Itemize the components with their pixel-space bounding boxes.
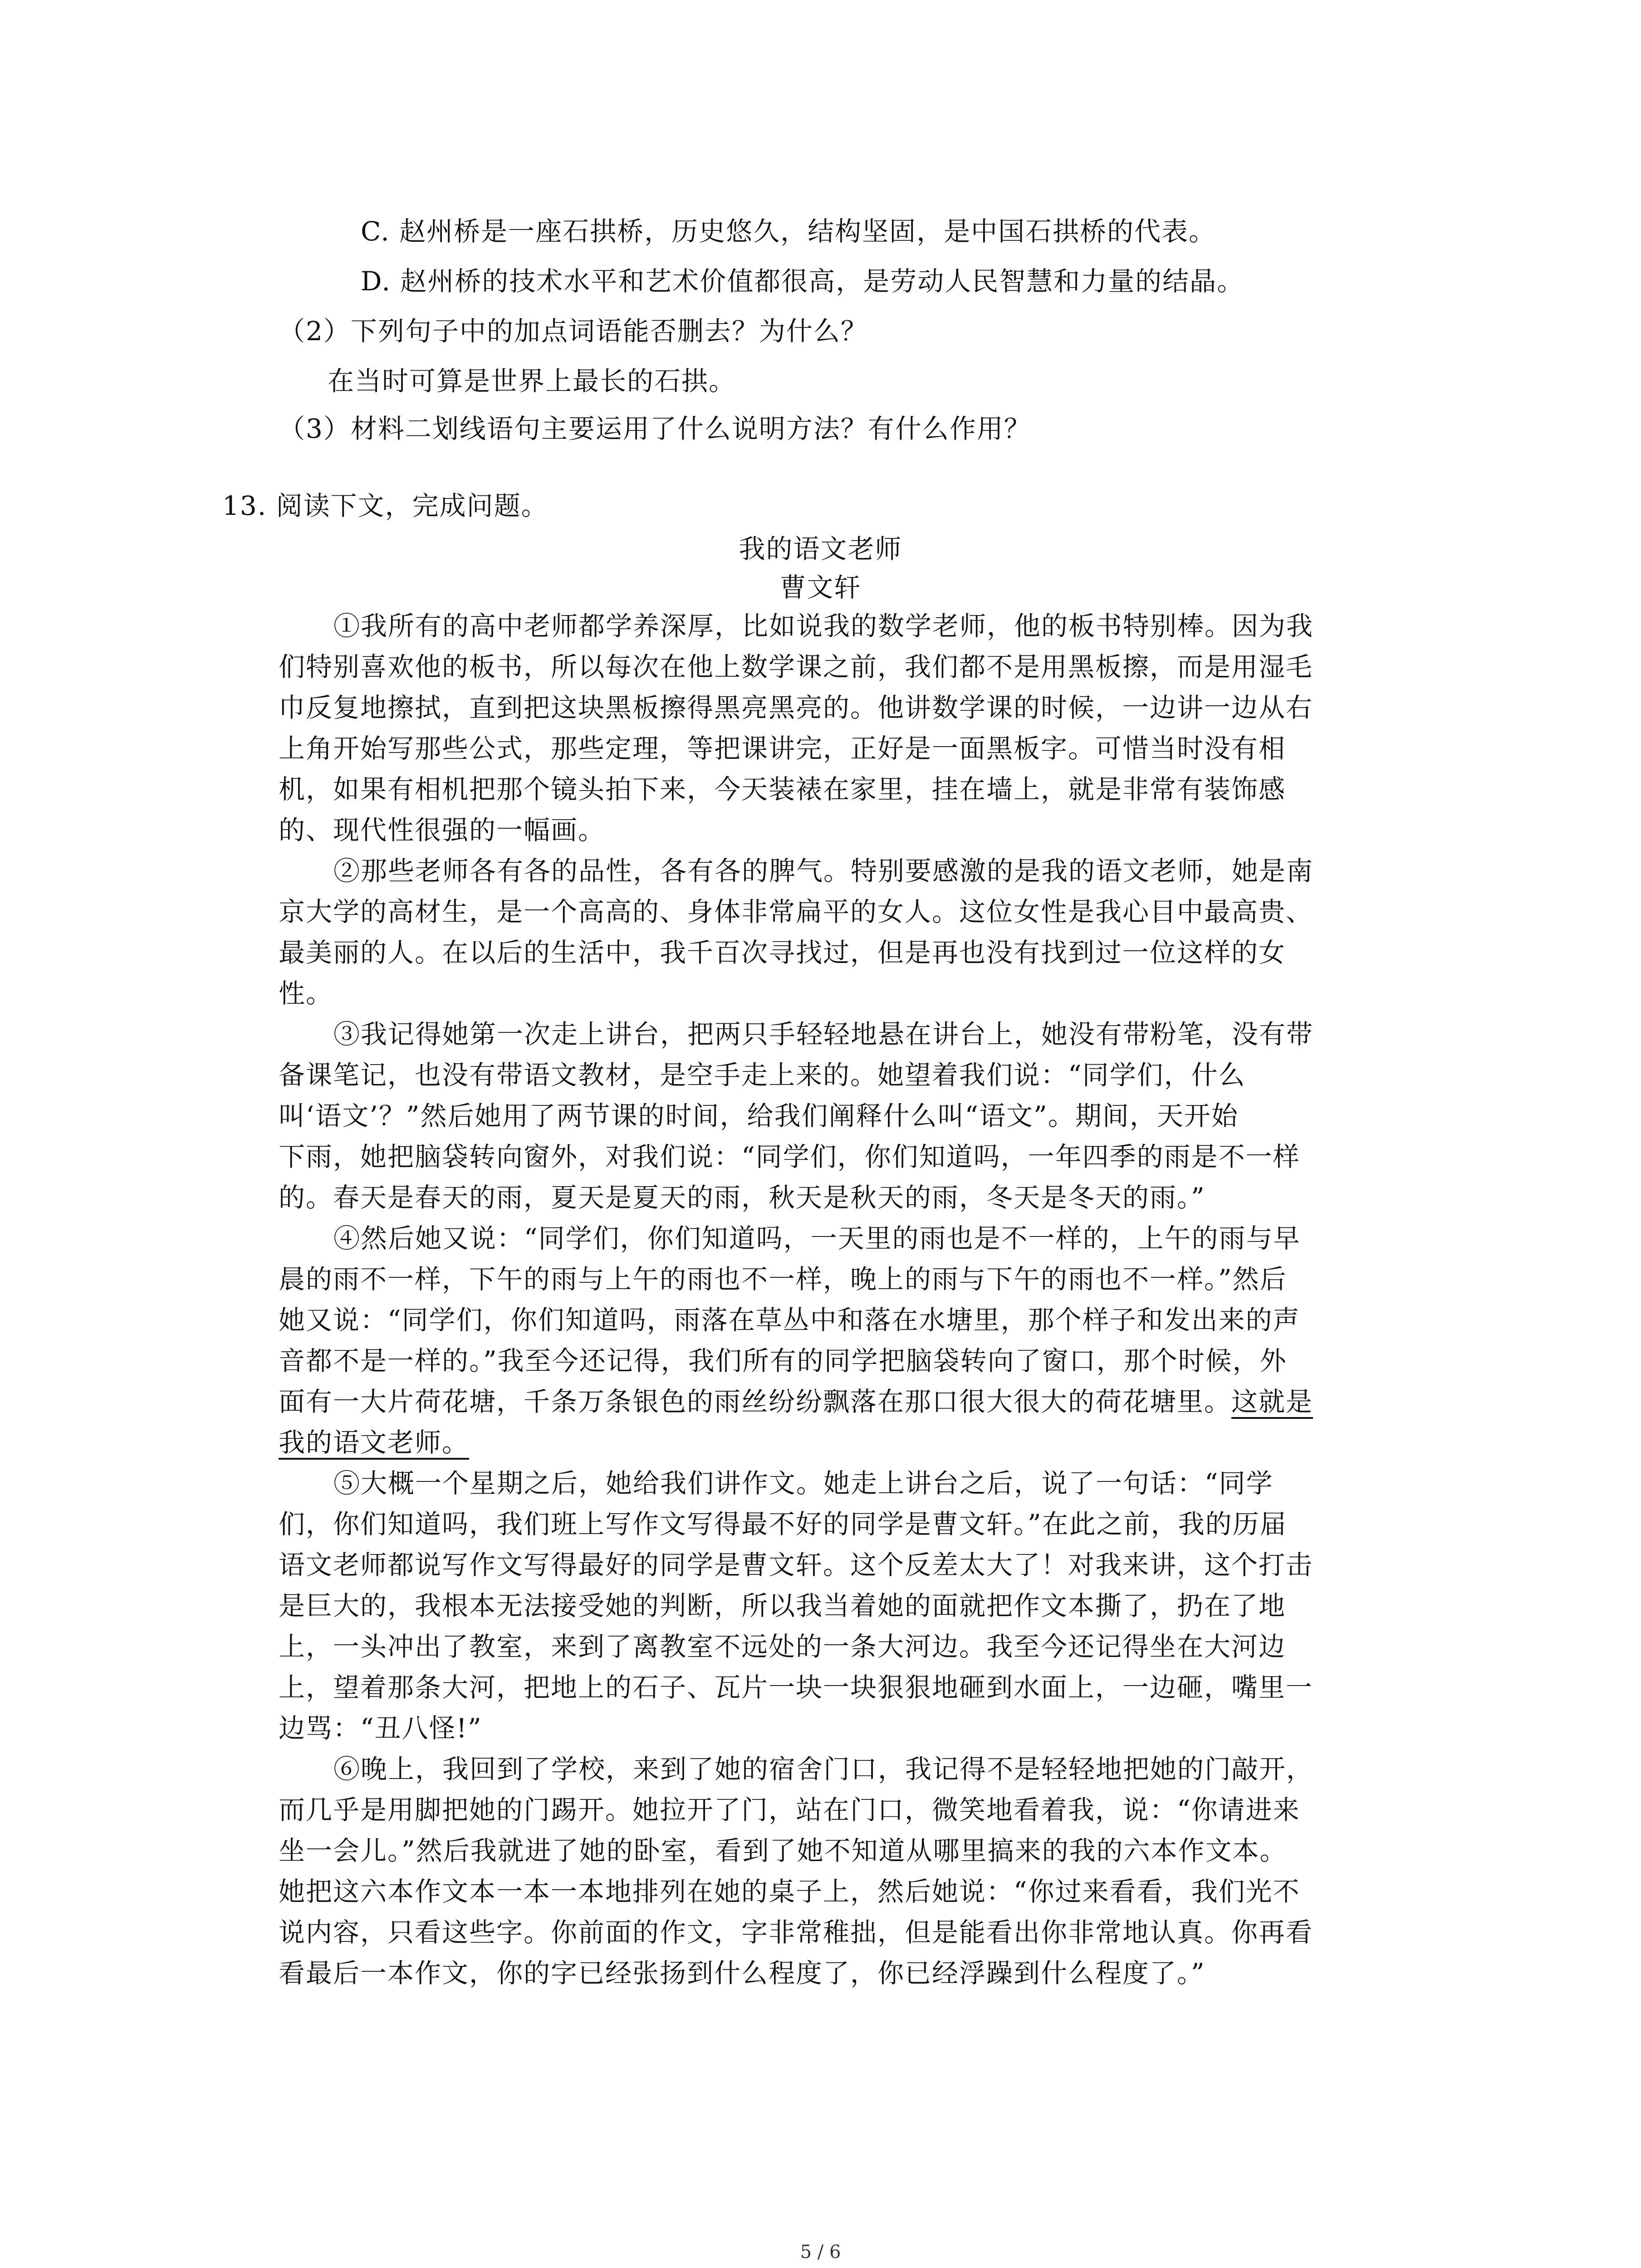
article-line: 上角开始写那些公式，那些定理，等把课讲完，正好是一面黑板字。可惜当时没有相 <box>279 733 1286 764</box>
article-line: 们特别喜欢他的板书，所以每次在他上数学课之前，我们都不是用黑板擦，而是用湿毛 <box>279 651 1313 682</box>
sub-question-2: （2）下列句子中的加点词语能否删去？为什么？ <box>279 316 868 347</box>
article-line: 语文老师都说写作文写得最好的同学是曹文轩。这个反差太大了！对我来讲，这个打击 <box>279 1549 1313 1580</box>
article-line: 的、现代性很强的一幅画。 <box>279 815 606 846</box>
article-line: 音都不是一样的。”我至今还记得，我们所有的同学把脑袋转向了窗口，那个时候，外 <box>279 1345 1287 1376</box>
article-line: 们，你们知道吗，我们班上写作文写得最不好的同学是曹文轩。”在此之前，我的历届 <box>279 1509 1287 1540</box>
article-line: 最美丽的人。在以后的生活中，我千百次寻找过，但是再也没有找到过一位这样的女 <box>279 937 1286 968</box>
article-line <box>279 1383 1313 1420</box>
underlined-sentence-end: 我的语文老师。 <box>279 1427 470 1458</box>
article-line: 上，望着那条大河，把地上的石子、瓦片一块一块狠狠地砸到水面上，一边砸，嘴里一 <box>279 1672 1313 1703</box>
option-c: C. 赵州桥是一座石拱桥，历史悠久，结构坚固，是中国石拱桥的代表。 <box>361 216 1216 247</box>
article-line: ④然后她又说：“同学们，你们知道吗，一天里的雨也是不一样的，上午的雨与早 <box>333 1223 1301 1254</box>
article-title: 我的语文老师 <box>739 533 902 564</box>
page-number: 5 / 6 <box>800 2242 841 2263</box>
article-line: 坐一会儿。”然后我就进了她的卧室，看到了她不知道从哪里搞来的我的六本作文本。 <box>279 1835 1287 1866</box>
article-line: 性。 <box>279 978 333 1009</box>
article-line: 晨的雨不一样，下午的雨与上午的雨也不一样，晚上的雨与下午的雨也不一样。”然后 <box>279 1264 1287 1295</box>
article-author: 曹文轩 <box>779 572 862 603</box>
article-line: 看最后一本作文，你的字已经张扬到什么程度了，你已经浮躁到什么程度了。” <box>279 1958 1205 1989</box>
article-line: 的。春天是春天的雨，夏天是夏天的雨，秋天是秋天的雨，冬天是冬天的雨。” <box>279 1182 1205 1213</box>
article-line: 边骂：“丑八怪!” <box>279 1713 482 1744</box>
underlined-sentence-start: 这就是 <box>1231 1386 1313 1417</box>
article-line: 而几乎是用脚把她的门踢开。她拉开了门，站在门口，微笑地看着我，说：“你请进来 <box>279 1794 1300 1825</box>
article-line: ③我记得她第一次走上讲台，把两只手轻轻地悬在讲台上，她没有带粉笔，没有带 <box>333 1019 1314 1050</box>
article-line: ⑥晚上，我回到了学校，来到了她的宿舍门口，我记得不是轻轻地把她的门敲开， <box>333 1754 1314 1784</box>
article-line: 她又说：“同学们，你们知道吗，雨落在草丛中和落在水塘里，那个样子和发出来的声 <box>279 1305 1300 1335</box>
article-line: 说内容，只看这些字。你前面的作文，字非常稚拙，但是能看出你非常地认真。你再看 <box>279 1917 1313 1948</box>
article-line: 机，如果有相机把那个镜头拍下来，今天装裱在家里，挂在墙上，就是非常有装饰感 <box>279 774 1286 805</box>
article-line: 上，一头冲出了教室，来到了离教室不远处的一条大河边。我至今还记得坐在大河边 <box>279 1631 1286 1662</box>
article-line: 京大学的高材生，是一个高高的、身体非常扁平的女人。这位女性是我心目中最高贵、 <box>279 896 1313 927</box>
article-line: ①我所有的高中老师都学养深厚，比如说我的数学老师，他的板书特别棒。因为我 <box>333 611 1314 641</box>
option-d: D. 赵州桥的技术水平和艺术价值都很高，是劳动人民智慧和力量的结晶。 <box>361 266 1244 297</box>
question-13-prompt: 13. 阅读下文，完成问题。 <box>222 490 549 521</box>
article-line: 备课笔记，也没有带语文教材，是空手走上来的。她望着我们说：“同学们，什么 <box>279 1060 1246 1090</box>
article-line: ②那些老师各有各的品性，各有各的脾气。特别要感激的是我的语文老师，她是南 <box>333 855 1314 886</box>
article-line: 是巨大的，我根本无法接受她的判断，所以我当着她的面就把作文本撕了，扔在了地 <box>279 1590 1286 1621</box>
article-line: 叫‘语文’？”然后她用了两节课的时间，给我们阐释什么叫“语文”。期间，天开始 <box>279 1100 1239 1131</box>
article-line: 她把这六本作文本一本一本地排列在她的桌子上，然后她说：“你过来看看，我们光不 <box>279 1876 1300 1907</box>
article-line: 下雨，她把脑袋转向窗外，对我们说：“同学们，你们知道吗，一年四季的雨是不一样 <box>279 1141 1300 1172</box>
article-line-text: 面有一大片荷花塘，千条万条银色的雨丝纷纷飘落在那口很大很大的荷花塘里。 <box>279 1386 1232 1417</box>
article-line: 巾反复地擦拭，直到把这块黑板擦得黑亮黑亮的。他讲数学课的时候，一边讲一边从右 <box>279 692 1313 723</box>
article-line: ⑤大概一个星期之后，她给我们讲作文。她走上讲台之后，说了一句话：“同学 <box>333 1468 1274 1499</box>
sub-question-2-sentence: 在当时可算是世界上最长的石拱。 <box>328 366 736 396</box>
sub-question-3: （3）材料二划线语句主要运用了什么说明方法？有什么作用？ <box>279 413 1031 444</box>
